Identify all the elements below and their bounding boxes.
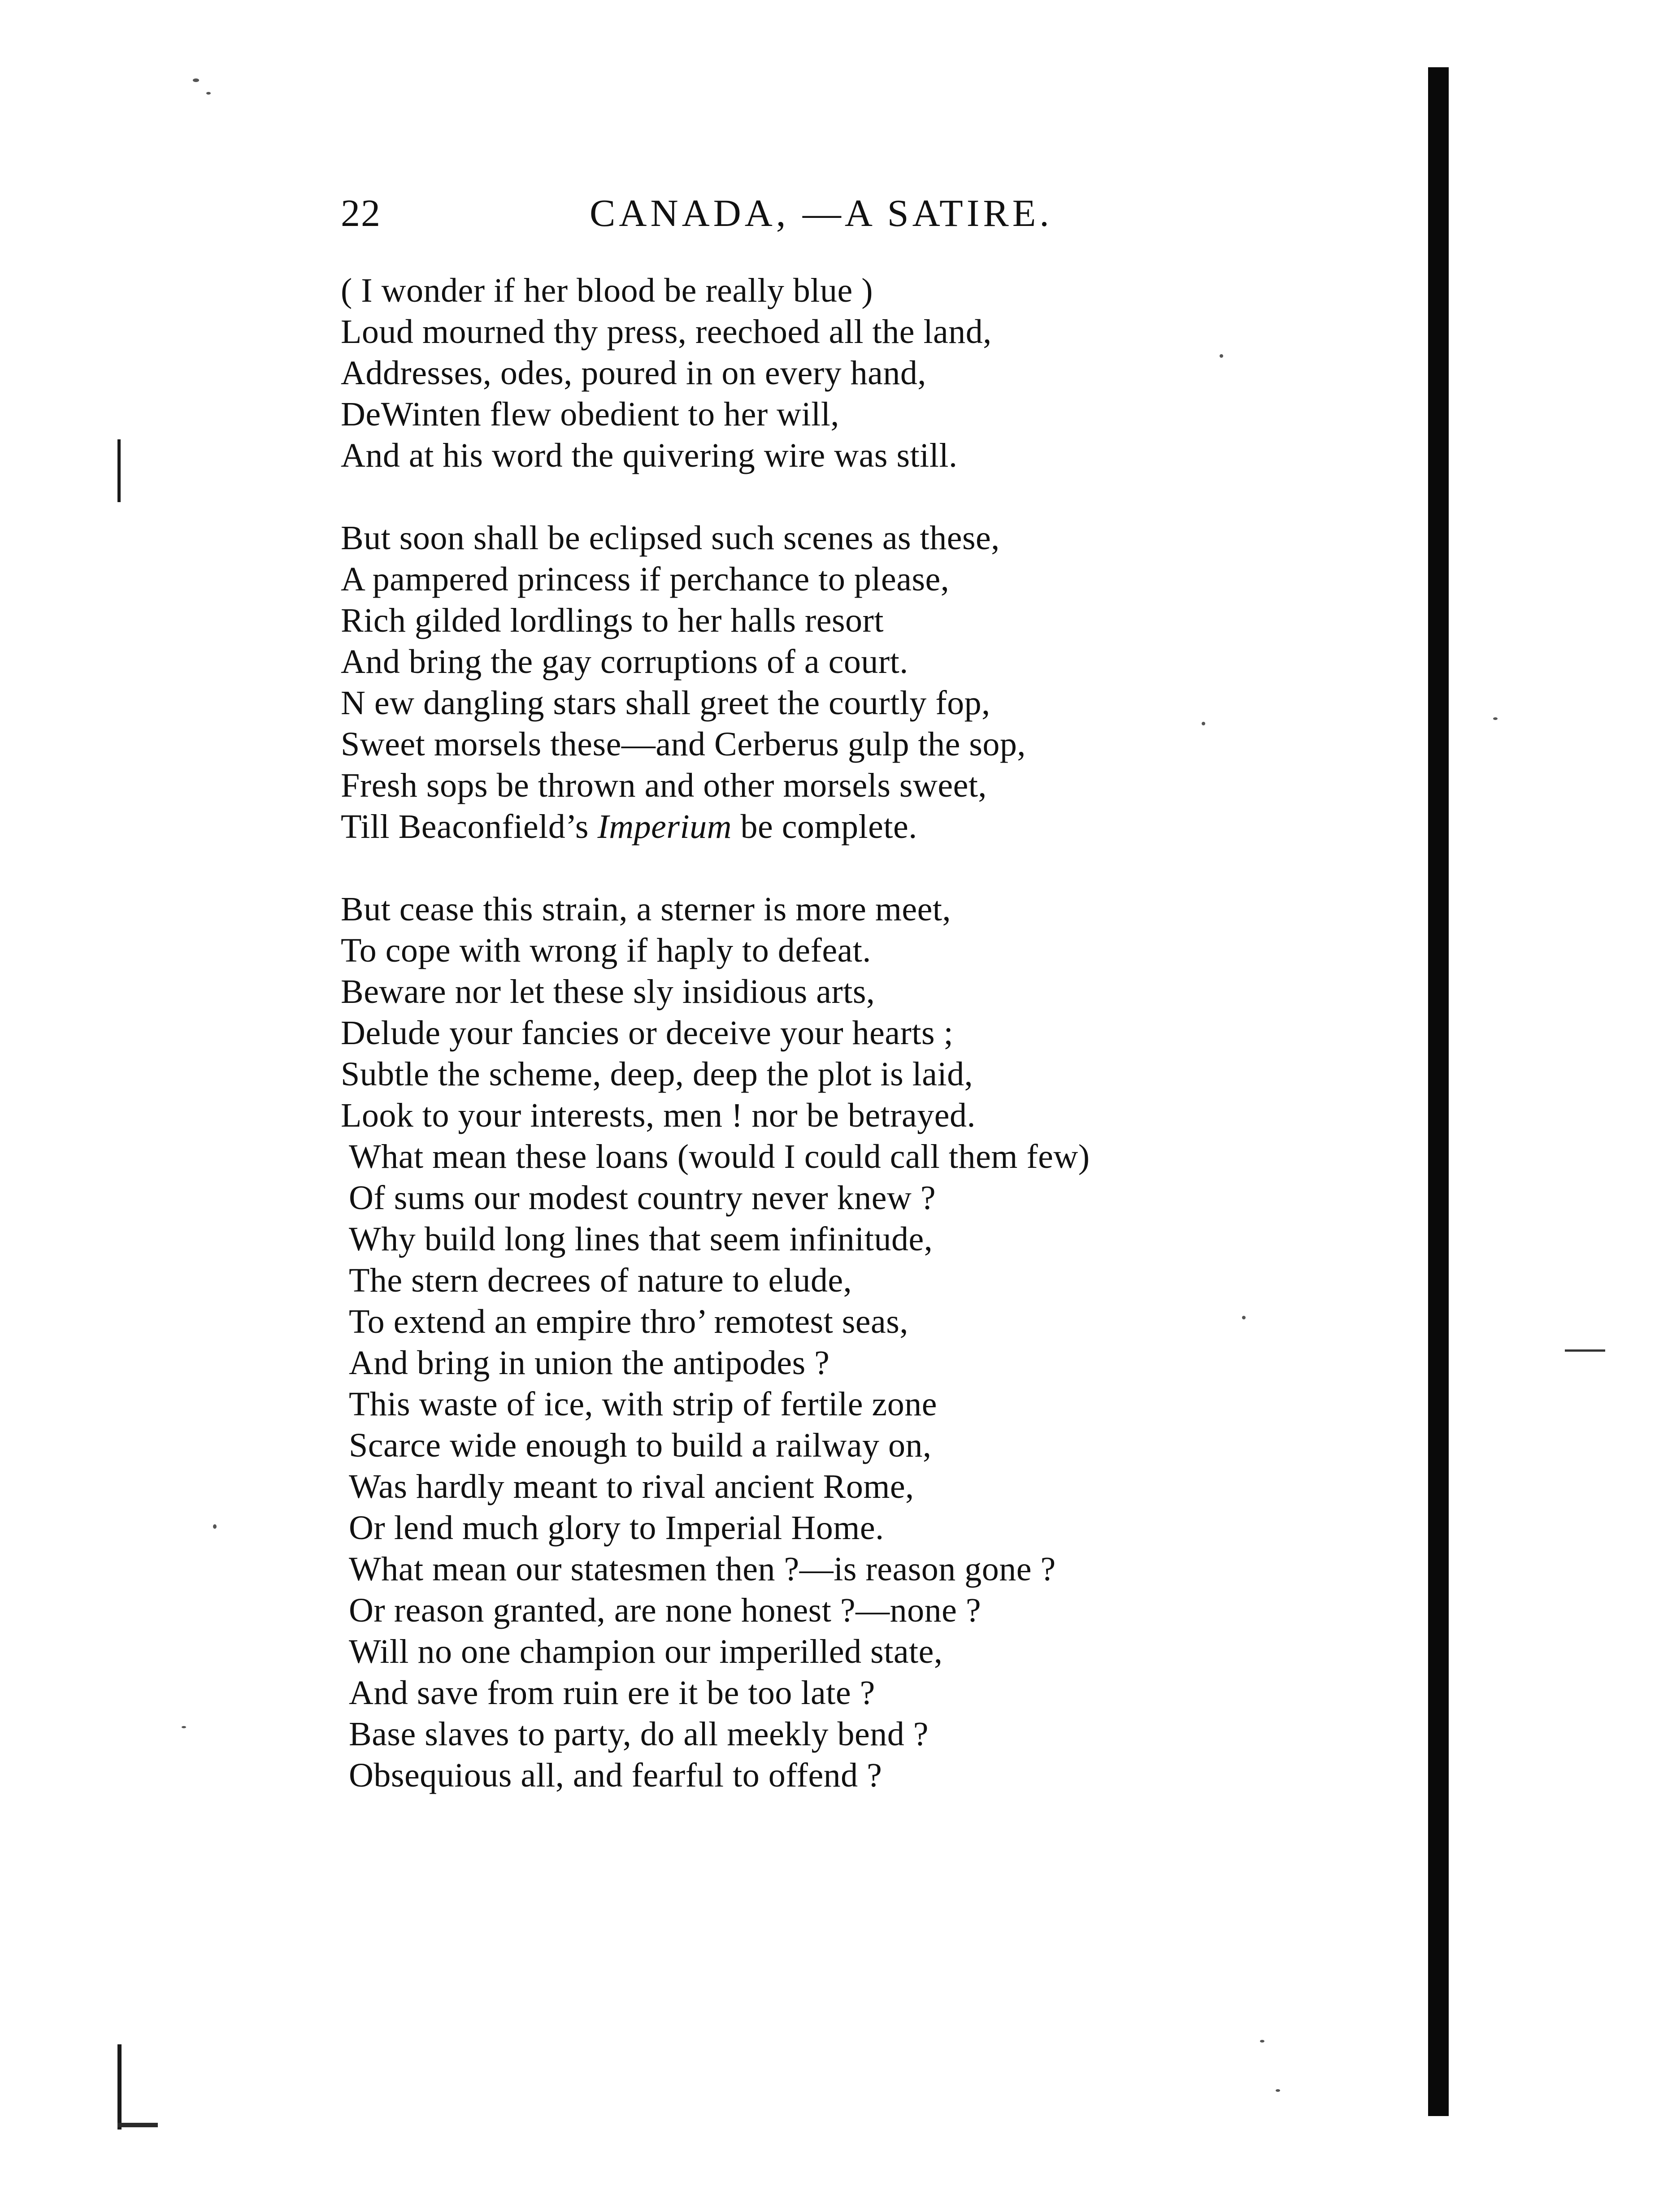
- verse-line: And bring in union the antipodes ?: [349, 1344, 830, 1382]
- verse-line: What mean our statesmen then ?—is reason gone ?: [349, 1550, 1056, 1588]
- verse-line: Why build long lines that seem infinitude,: [349, 1220, 933, 1258]
- verse-line: DeWinten flew obedient to her will,: [341, 395, 839, 433]
- scan-speck: [182, 1726, 186, 1728]
- verse-line: Rich gilded lordlings to her halls resort: [341, 602, 884, 639]
- scan-edge-shadow: [1428, 67, 1449, 2116]
- verse-line: And at his word the quivering wire was still.: [341, 437, 958, 474]
- verse-line: And save from ruin ere it be too late ?: [349, 1674, 875, 1712]
- running-head: [341, 186, 1058, 240]
- scan-speck: [1493, 717, 1498, 720]
- verse-line: What mean these loans (would I could call them few): [349, 1138, 1090, 1175]
- verse-line-with-italic: [341, 806, 1305, 847]
- verse-line: Loud mourned thy press, reechoed all the land,: [341, 313, 992, 351]
- poem-body: [341, 270, 1305, 1796]
- verse-line: Addresses, odes, poured in on every hand,: [341, 354, 926, 392]
- scan-speck: [193, 78, 199, 82]
- verse-line: Sweet morsels these—and Cerberus gulp the sop,: [341, 725, 1026, 763]
- running-title: CANADA, —A SATIRE.: [590, 191, 1053, 234]
- verse-line: And bring the gay corruptions of a court.: [341, 643, 908, 681]
- verse-line: Delude your fancies or deceive your hearts ;: [341, 1014, 954, 1052]
- verse-line: Or lend much glory to Imperial Home.: [349, 1509, 884, 1547]
- scan-dash-mark: [1565, 1349, 1605, 1352]
- verse-line: Fresh sops be thrown and other morsels sweet,: [341, 767, 987, 804]
- verse-line: Subtle the scheme, deep, deep the plot is laid,: [341, 1055, 973, 1093]
- verse-line: Will no one champion our imperilled state,: [349, 1633, 943, 1670]
- verse-line: Or reason granted, are none honest ?—none ?: [349, 1592, 981, 1629]
- stanza: [341, 270, 1305, 476]
- scan-speck: [1260, 2040, 1264, 2043]
- verse-line: Look to your interests, men ! nor be betrayed.: [341, 1097, 976, 1134]
- scan-left-mark: [117, 439, 121, 502]
- scan-speck: [213, 1524, 217, 1529]
- verse-line: Obsequious all, and fearful to offend ?: [349, 1757, 882, 1794]
- scan-smudge: [117, 2123, 158, 2127]
- italic-word: Imperium: [597, 808, 732, 846]
- verse-line: A pampered princess if perchance to please,: [341, 560, 950, 598]
- verse-line: But cease this strain, a sterner is more meet,: [341, 890, 951, 928]
- page-number: 22: [341, 191, 381, 234]
- scan-left-mark-lower: [117, 2044, 122, 2130]
- verse-line: N ew dangling stars shall greet the courtly fop,: [341, 684, 990, 722]
- scan-speck: [1276, 2089, 1280, 2092]
- verse-line: Was hardly meant to rival ancient Rome,: [349, 1468, 914, 1505]
- verse-text: be complete.: [731, 808, 917, 846]
- verse-line: Of sums our modest country never knew ?: [349, 1179, 936, 1217]
- verse-line: Beware nor let these sly insidious arts,: [341, 973, 875, 1011]
- verse-line: But soon shall be eclipsed such scenes as these,: [341, 519, 1000, 557]
- scan-speck: [206, 92, 211, 95]
- verse-line: Scarce wide enough to build a railway on,: [349, 1427, 932, 1464]
- verse-line: This waste of ice, with strip of fertile zone: [349, 1385, 937, 1423]
- verse-line: Base slaves to party, do all meekly bend ?: [349, 1715, 929, 1753]
- verse-line: To extend an empire thro’ remotest seas,: [349, 1303, 908, 1340]
- stanza: [341, 889, 1305, 1796]
- verse-line: To cope with wrong if haply to defeat.: [341, 932, 871, 969]
- verse-text: Till Beaconfield’s: [341, 808, 598, 846]
- verse-line: ( I wonder if her blood be really blue ): [341, 272, 873, 309]
- stanza: [341, 517, 1305, 847]
- verse-line: The stern decrees of nature to elude,: [349, 1262, 852, 1299]
